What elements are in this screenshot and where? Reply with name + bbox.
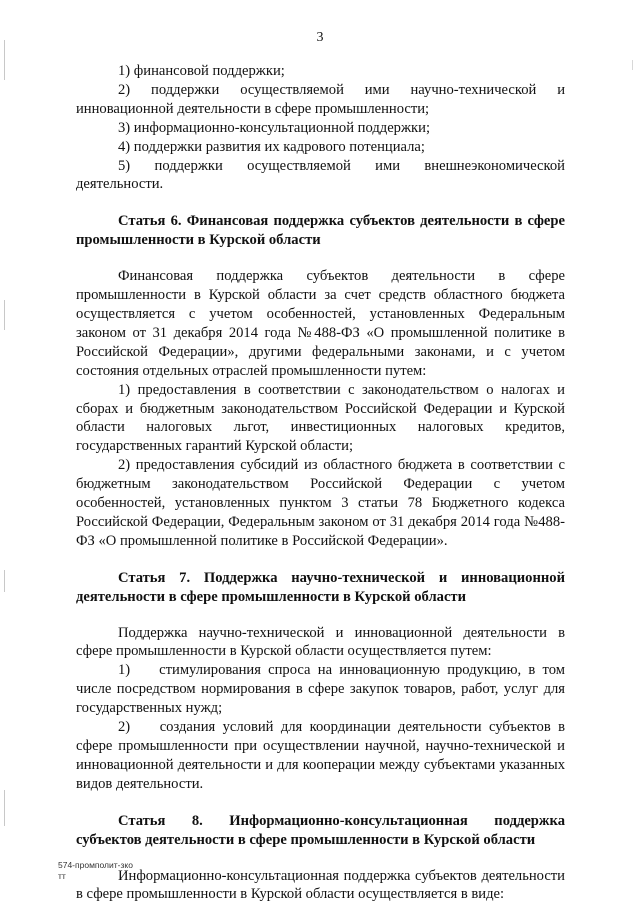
scan-margin-mark — [4, 570, 5, 592]
list-item: 2) поддержки осуществляемой ими научно-технической и инновационной деятельности в сфере промышленности; — [76, 81, 565, 117]
list-item: 1) стимулирования спроса на инновационную продукцию, в том числе посредством нормирования в сфере закупок товаров, работ, услуг для государственных нужд; — [76, 662, 565, 717]
article-8-heading: Статья 8. Информационно-консультационная поддержка субъектов деятельности в сфере промышленности в Курской области — [76, 812, 565, 848]
list-item: 3) информационно-консультационной поддержки; — [118, 119, 431, 136]
article-7-heading: Статья 7. Поддержка научно-технической и инновационной деятельности в сфере промышленности в Курской области — [76, 569, 565, 605]
paragraph: Финансовая поддержка субъектов деятельности в сфере промышленности в Курской области за счет средств областного бюджета осуществляется с учетом особенностей, установленных Федеральным законом от 31 декабря 2014 года №488-ФЗ «О промышленной политике в Российской Федерации», другими федеральными законами, и с учетом состояния отдельных отраслей промышленности путем: — [76, 268, 565, 379]
list-item: 2) предоставления субсидий из областного бюджета в соответствии с бюджетным законодательством Российской Федерации с учетом особенностей, установленных пунктом 3 статьи 78 Бюджетного кодекса Российской Федерации, Федеральным законом от 31 декабря 2014 года №488-ФЗ «О промышленной политике в Российской Федерации». — [76, 457, 565, 549]
scan-margin-mark — [4, 790, 5, 826]
article-6-heading: Статья 6. Финансовая поддержка субъектов деятельности в сфере промышленности в Курской области — [76, 213, 565, 249]
footer-doc-code: 574-промполит-зко — [58, 860, 133, 870]
document-body — [76, 62, 565, 904]
list-item: 5) поддержки осуществляемой ими внешнеэкономической деятельности. — [76, 157, 565, 193]
scan-artifact — [632, 60, 633, 70]
page-number: 3 — [316, 30, 324, 45]
document-footer — [58, 860, 133, 882]
paragraph: Поддержка научно-технической и инновационной деятельности в сфере промышленности в Курской области осуществляется путем: — [76, 624, 565, 660]
scan-margin-mark — [4, 300, 5, 330]
list-item: 1) финансовой поддержки; — [118, 63, 285, 79]
list-item: 2) создания условий для координации деятельности субъектов в сфере промышленности при осуществлении научной, научно-технической и инновационной деятельности и для кооперации между субъектами указанных видов деятельности. — [76, 719, 565, 792]
list-item: 1) предоставления в соответствии с законодательством о налогах и сборах и бюджетным законодательством Российской Федерации и Курской области налоговых льгот, инвестиционных налоговых кредитов, государственных гарантий Курской области; — [76, 381, 565, 455]
scan-margin-mark — [4, 40, 5, 80]
paragraph: Информационно-консультационная поддержка субъектов деятельности в сфере промышленности в Курской области осуществляется в виде: — [76, 867, 565, 903]
list-item: 4) поддержки развития их кадрового потенциала; — [118, 138, 425, 155]
footer-initials: тт — [58, 871, 66, 881]
